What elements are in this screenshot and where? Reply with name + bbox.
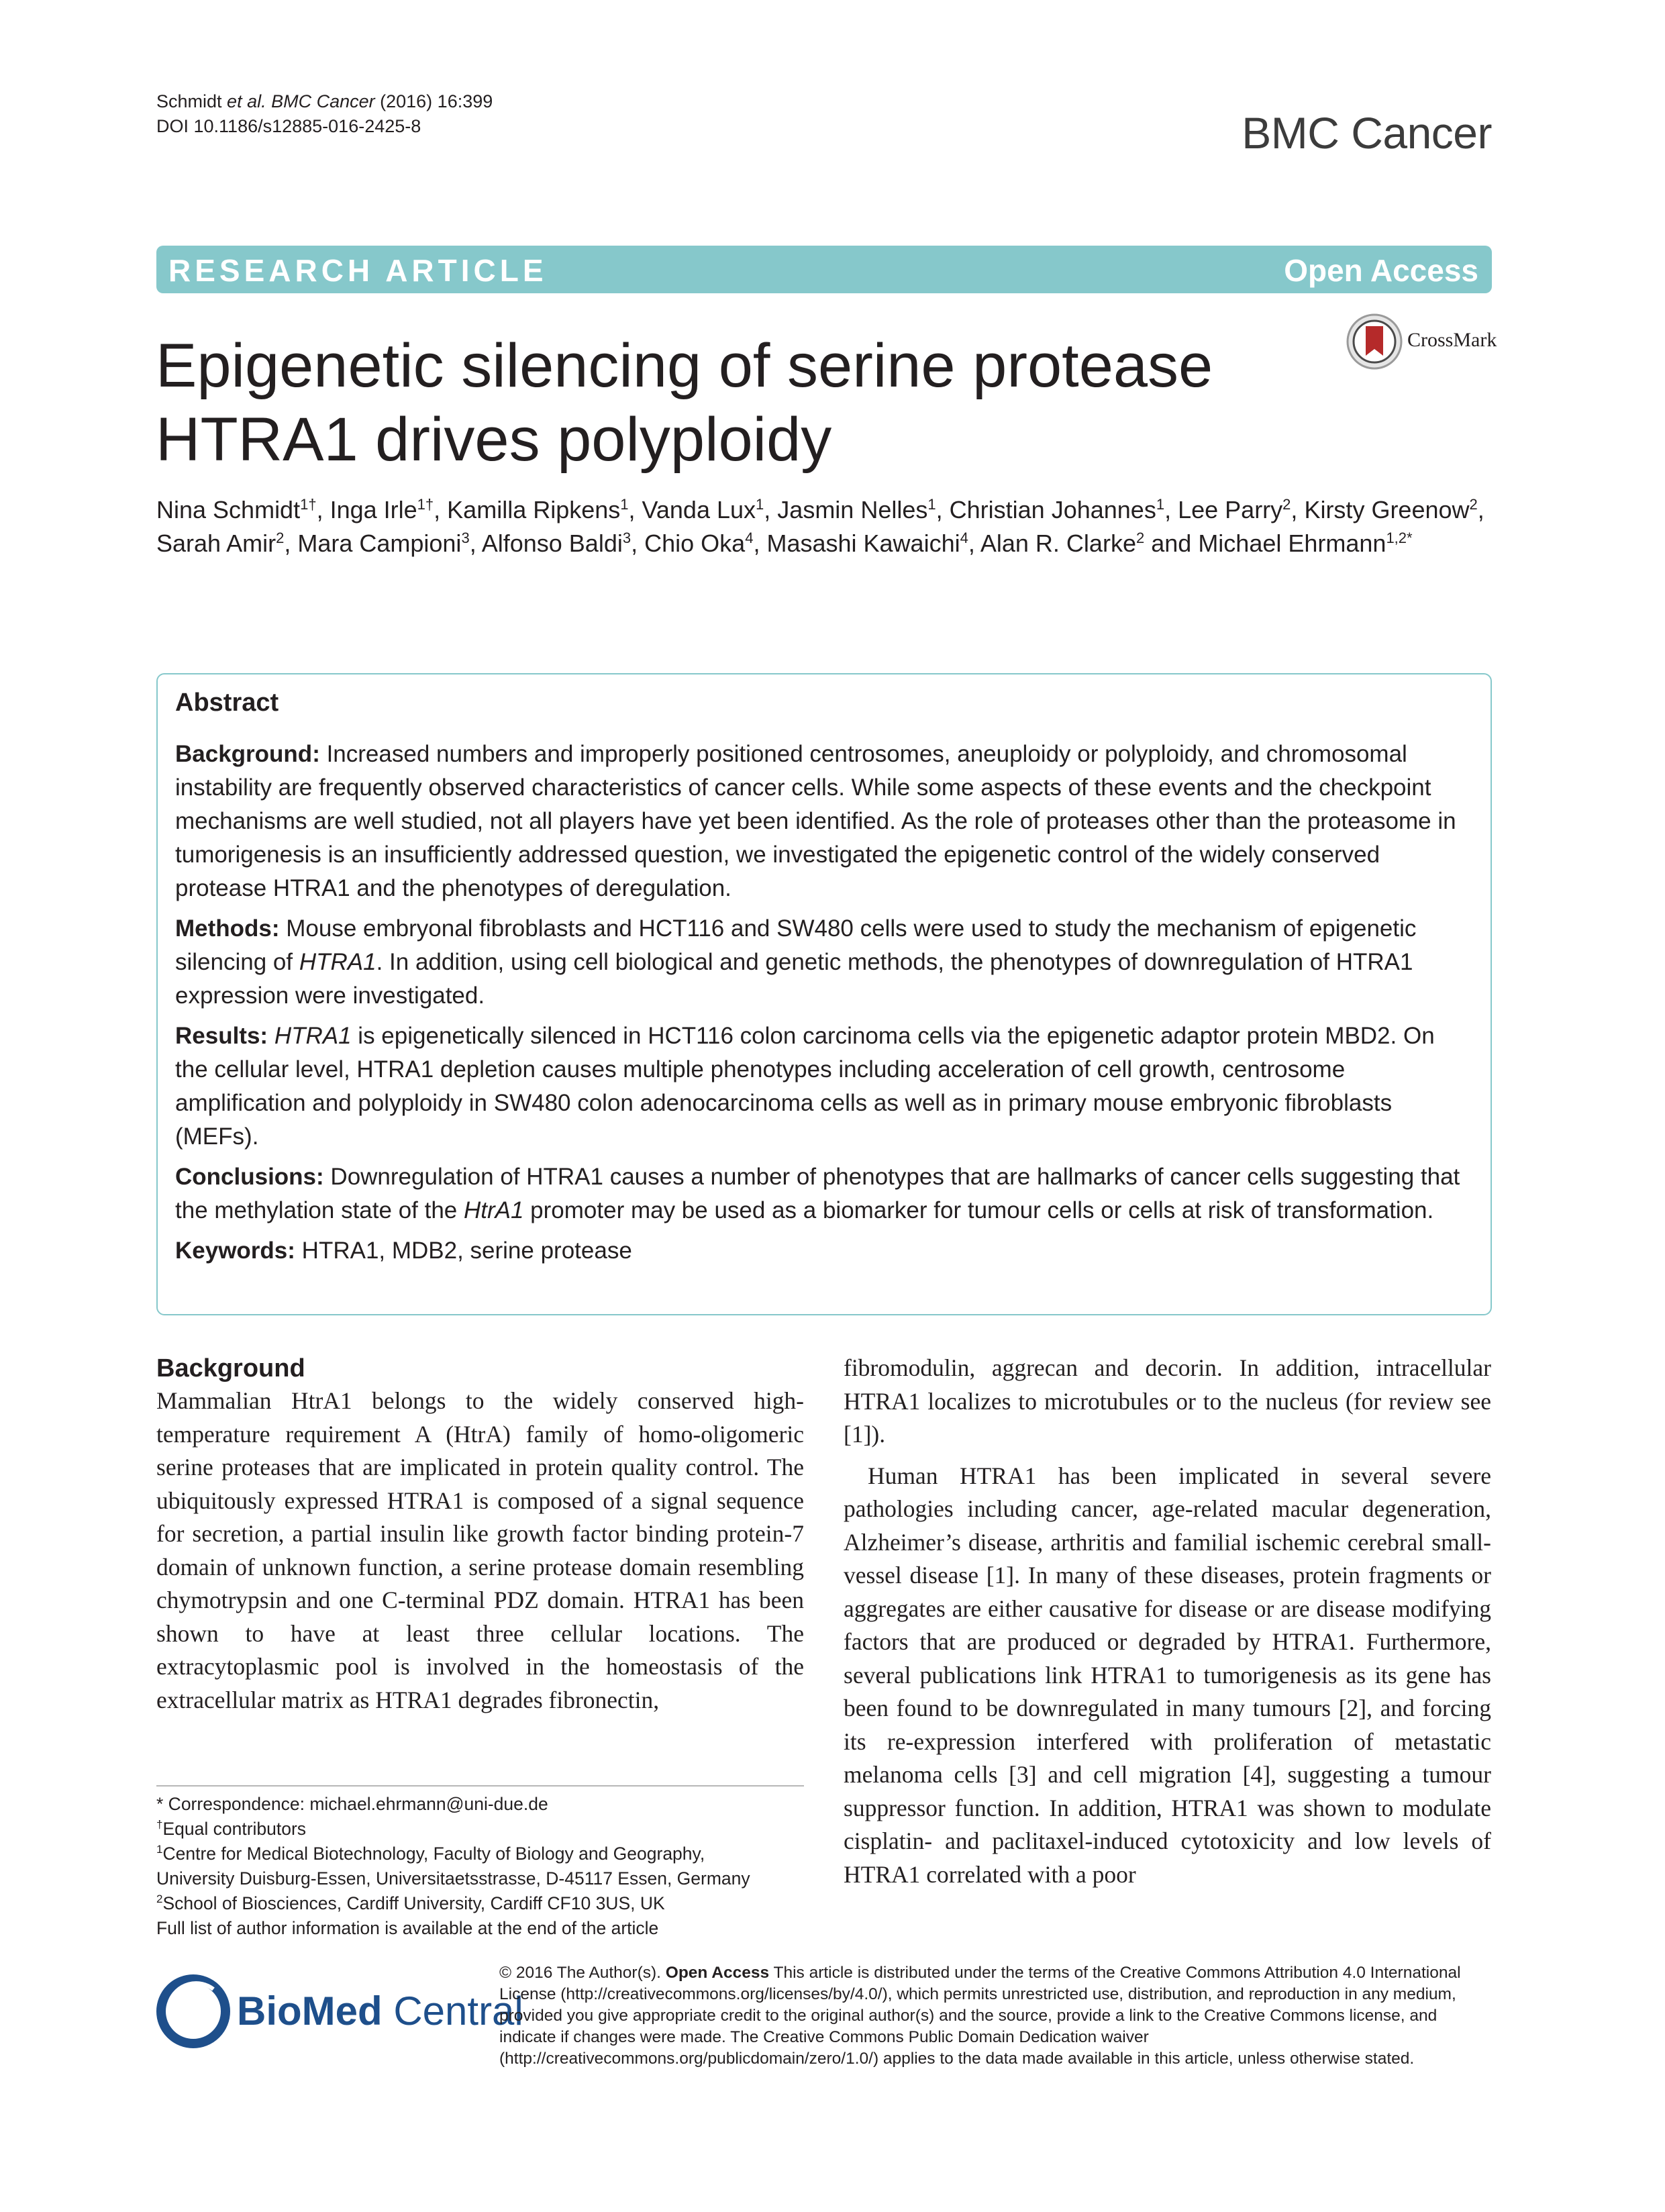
author[interactable] [1304,496,1477,523]
correspondence: * Correspondence: michael.ehrmann@uni-due.de [156,1794,548,1814]
equal-contributors [156,1817,814,1842]
open-access-label: Open Access [1284,253,1478,288]
author-affiliation-mark: 1† [417,496,434,513]
author[interactable] [777,496,936,523]
author-affiliation-mark: 1 [927,496,936,513]
abstract-conclusions-label: Conclusions: [175,1164,324,1190]
author-affiliation-mark: 1 [1156,496,1165,513]
abstract-keywords [175,1234,1472,1268]
license-statement [499,1962,1494,2070]
author-name: Mara Campioni [297,530,462,557]
author[interactable] [297,530,469,557]
full-author-info-note: Full list of author information is available at the end of the article [156,1918,659,1938]
affiliation-1-cont: University Duisburg-Essen, Universitaetsstrasse, D-45117 Essen, Germany [156,1868,750,1889]
author[interactable] [1198,530,1412,557]
author[interactable] [482,530,631,557]
crossmark-badge[interactable] [1346,313,1497,374]
keywords-label: Keywords: [175,1238,295,1264]
author-affiliation-mark: 2 [1136,530,1145,546]
body-paragraph: Human HTRA1 has been implicated in several severe pathologies including cancer, age-related macular degeneration, Alzheimer’s disease, arthritis and familial ischemic cerebral small-vessel disease [1]. In many of these diseases, protein fragments or aggregates are either causative for disease or are disease modifying factors that are produced or degraded by HTRA1. Furthermore, several publications link HTRA1 to tumorigenesis as its gene has been found to be downregulated in many tumours [2], and forcing its re-expression interfered with proliferation of metastatic melanoma cells [3] and cell migration [4], suggesting a tumour suppressor function. In addition, HTRA1 was shown to modulate cisplatin- and paclitaxel-induced cytotoxicity and low levels of HTRA1 correlated with a poor [844,1462,1491,1888]
author-name: Vanda Lux [642,496,756,523]
author-affiliation-mark: 2 [1282,496,1291,513]
abstract-methods-text: Mouse embryonal fibroblasts and HCT116 and SW480 cells were used to study the mechanism of epigenetic silencing of [175,915,1417,975]
author-name: Kirsty Greenow [1304,496,1470,523]
author-affiliation-mark: 2 [1469,496,1478,513]
author[interactable] [156,530,284,557]
body-column-right [844,1352,1491,1891]
author-affiliation-mark: 1 [756,496,764,513]
aff2-text: School of Biosciences, Cardiff University, Cardiff CF10 3US, UK [162,1893,665,1913]
article-type-banner [156,246,1492,293]
license-text: This article is distributed under the terms of the Creative Commons Attribution 4.0 International License (http://creativecommons.org/licenses/by/4.0/), which permits unrestricted use, distribution, and reproduction in any medium, provided you give appropriate credit to the original author(s) and the source, provide a link to the Creative Commons license, and indicate if changes were made. The Creative Commons Public Domain Dedication waiver (http://creativecommons.org/publicdomain/zero/1.0/) applies to the data made available in this article, unless otherwise stated. [499,1964,1461,2068]
section-heading-background: Background [156,1354,305,1382]
abstract-methods-gene: HTRA1 [299,949,376,975]
author[interactable] [156,496,317,523]
author[interactable] [330,496,434,523]
citation-line [156,89,493,114]
author-name: Jasmin Nelles [777,496,928,523]
author-affiliation-mark: 3 [461,530,470,546]
author-name: Inga Irle [330,496,417,523]
biomed-central-logo [156,1974,523,2048]
logo-bio: Bio [237,1989,302,2033]
equal-text: Equal contributors [162,1819,307,1839]
author-affiliation-mark: 2 [276,530,285,546]
logo-med: Med [301,1989,383,2033]
abstract-conclusions [175,1160,1472,1227]
aff1-line1: Centre for Medical Biotechnology, Faculty of Biology and Geography, [162,1844,705,1864]
logo-central: Central [382,1989,523,2033]
author-affiliation-mark: 1,2* [1386,530,1413,546]
equal-mark: † [156,1818,163,1831]
aff2-mark: 2 [156,1893,163,1906]
abstract-methods [175,912,1472,1013]
crossmark-label: CrossMark [1407,329,1497,351]
author-name: Sarah Amir [156,530,276,557]
author-name: Alan R. Clarke [980,530,1136,557]
copyright: © 2016 The Author(s). [499,1964,666,1982]
author[interactable] [642,496,764,523]
abstract-conclusions-text: Downregulation of HTRA1 causes a number of phenotypes that are hallmarks of cancer cells suggesting that the methylation state of the [175,1164,1460,1223]
author-affiliation-mark: 3 [622,530,632,546]
journal-name: BMC Cancer [1242,108,1492,158]
abstract-results-gene: HTRA1 [274,1023,352,1049]
author-name: Michael Ehrmann [1198,530,1386,557]
author-name: Alfonso Baldi [481,530,623,557]
abstract-results-text: is epigenetically silenced in HCT116 colon carcinoma cells via the epigenetic adaptor protein MBD2. On the cellular level, HTRA1 depletion causes multiple phenotypes including acceleration of cell growth, centrosome amplification and polyploidy in SW480 colon adenocarcinoma cells as well as in primary mouse embryonic fibroblasts (MEFs). [175,1023,1435,1150]
author[interactable] [766,530,968,557]
author-name: Lee Parry [1178,496,1283,523]
author[interactable] [447,496,628,523]
footnote-divider [156,1785,804,1787]
aff1-mark: 1 [156,1843,163,1856]
abstract-background [175,738,1472,905]
author-conjunction: and [1151,530,1199,557]
article-title: Epigenetic silencing of serine protease HTRA1 drives polyploidy [156,332,1213,474]
article-type-label: RESEARCH ARTICLE [168,253,548,288]
affiliation-1 [156,1842,814,1866]
citation-block [156,89,493,139]
author[interactable] [950,496,1164,523]
abstract-box [156,673,1492,1315]
author-name: Christian Johannes [949,496,1156,523]
abstract-conclusions-text-2: promoter may be used as a biomarker for tumour cells or cells at risk of transformation. [523,1197,1434,1223]
abstract-results [175,1019,1472,1154]
abstract-background-label: Background: [175,741,320,767]
license-open-access: Open Access [665,1964,770,1982]
abstract-results-label: Results: [175,1023,268,1049]
abstract-methods-text-2: . In addition, using cell biological and genetic methods, the phenotypes of downregulation of HTRA1 expression were investigated. [175,949,1413,1009]
author[interactable] [644,530,753,557]
citation-volume: (2016) 16:399 [374,91,493,111]
footnotes [156,1792,814,1941]
abstract-conclusions-gene: HtrA1 [463,1197,524,1223]
doi[interactable]: DOI 10.1186/s12885-016-2425-8 [156,116,421,136]
citation-author: Schmidt [156,91,228,111]
keywords-text: HTRA1, MDB2, serine protease [295,1238,632,1264]
author[interactable] [1178,496,1291,523]
author-affiliation-mark: 4 [960,530,968,546]
author-name: Nina Schmidt [156,496,301,523]
biomed-central-icon [156,1974,230,2048]
body-paragraph: fibromodulin, aggrecan and decorin. In addition, intracellular HTRA1 localizes to microtubules or to the nucleus (for review see [1]). [844,1354,1491,1448]
citation-journal: et al. BMC Cancer [227,91,375,111]
author[interactable] [980,530,1144,557]
crossmark-icon [1346,313,1403,370]
body-column-left [156,1352,804,1717]
author-list: Nina Schmidt$^{1\dagger}$, Inga Irle$^{1\dagger}$, Kamilla Ripkens$^1$, Vanda Lux$^1$, Jasmin Nelles$^1$, Christian Johannes$^1$, Lee Parry$^2$, Kirsty Greenow$^2$, Sarah Amir$^2$, Mara Campioni$^3$, Alfonso Baldi$^3$, Chio Oka$^4$, Masashi Kawaichi$^4$, Alan R. Clarke$^2$ and Michael Ehrmann$^{1,2*}$ [156,496,1484,557]
abstract-background-text: Increased numbers and improperly positioned centrosomes, aneuploidy or polyploidy, and chromosomal instability are frequently observed characteristics of cancer cells. While some aspects of these events and the checkpoint mechanisms are well studied, not all players have yet been identified. As the role of proteases other than the proteasome in tumorigenesis is an insufficiently addressed question, we investigated the epigenetic control of the widely conserved protease HTRA1 and the phenotypes of deregulation. [175,741,1456,901]
abstract-heading: Abstract [175,689,279,717]
author-affiliation-mark: 4 [745,530,754,546]
author-name: Masashi Kawaichi [766,530,960,557]
author-name: Chio Oka [644,530,746,557]
body-paragraph: Mammalian HtrA1 belongs to the widely conserved high-temperature requirement A (HtrA) family of homo-oligomeric serine proteases that are implicated in protein quality control. The ubiquitously expressed HTRA1 is composed of a signal sequence for secretion, a partial insulin like growth factor binding protein-7 domain of unknown function, a serine protease domain resembling chymotrypsin and one C-terminal PDZ domain. HTRA1 has been shown to have at least three cellular locations. The extracytoplasmic pool is involved in the homeostasis of the extracellular matrix as HTRA1 degrades fibronectin, [156,1387,804,1713]
affiliation-2 [156,1891,814,1916]
author-name: Kamilla Ripkens [447,496,621,523]
author-affiliation-mark: 1 [620,496,629,513]
abstract-methods-label: Methods: [175,915,280,942]
author-affiliation-mark: 1† [300,496,317,513]
